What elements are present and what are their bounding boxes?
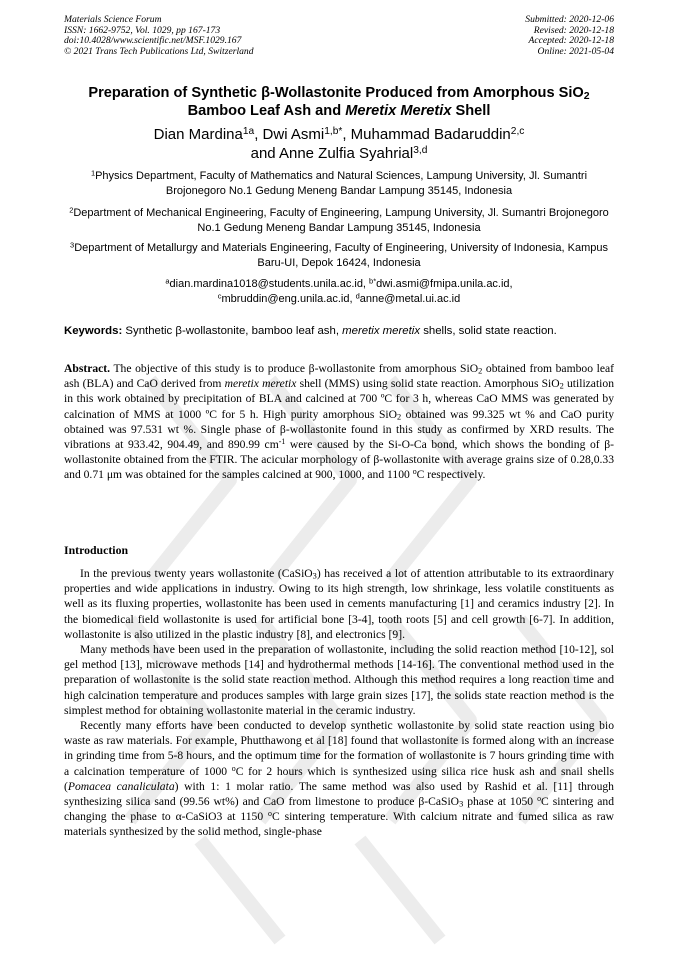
introduction-body bbox=[64, 566, 614, 840]
date-revised: Revised: 2020-12-18 bbox=[533, 24, 614, 36]
paragraph: Many methods have been used in the preparation of wollastonite, including the solid reaction method [10-12], sol gel method [13], microwave methods [14] and hydrothermal methods [14-16]. The conventional method used in the preparation of wollastonite is the solid state reaction method. Although this method requires a long reaction time and high calcination temperature and produces samples with large grain sizes [17], the solids state reaction method is the simplest method for obtaining wollastonite material in the ceramic industry. bbox=[64, 643, 614, 717]
paper-title: Preparation of Synthetic β-Wollastonite Produced from Amorphous SiO$_2$ Bamboo Leaf Ash and Meretix Meretix Shell bbox=[88, 85, 590, 119]
author-list: Dian Mardina$^{1a}$, Dwi Asmi$^{1,b*}$, Muhammad Badaruddin$^{2,c}$ and Anne Zulfia Syahrial$^{3,d}$ bbox=[153, 125, 525, 162]
abstract: Abstract. The objective of this study is to produce β-wollastonite from amorphous SiO$_2$ obtained from bamboo leaf ash (BLA) and CaO derived from meretix meretix shell (MMS) using solid state reaction. Amorphous SiO$_2$ utilization in this work obtained by precipitation of BLA and calcined at 700 ºC for 3 h, whereas CaO MMS was generated by calcination of MMS at 1000 ºC for 5 h. High purity amorphous SiO$_2$ obtained was 99.325 wt % and CaO purity obtained was 97.531 wt %. Single phase of β-wollastonite found in this study as confirmed by XRD results. The vibrations at 933.42, 904.49, and 890.99 $cm^{-1}$ were caused by the Si-O-Ca bond, which shows the bonding of β-wollastonite obtained from the FTIR. The acicular morphology of β-wollastonite with average grains size of 0.28,0.33 and 0.71 μm was obtained for the samples calcined at 900, 1000, and 1100 $^o$C respectively. bbox=[64, 362, 614, 482]
section-heading-introduction: Introduction bbox=[64, 543, 129, 557]
submission-dates bbox=[525, 15, 614, 57]
date-submitted: Submitted: 2020-12-06 bbox=[525, 14, 614, 25]
affiliation-3: $^3$Department of Metallurgy and Materials Engineering, Faculty of Engineering, University of Indonesia, Kampus Baru-UI, Depok 16424, Indonesia bbox=[70, 240, 608, 269]
keywords: Keywords: Synthetic β-wollastonite, bamboo leaf ash, meretix meretix shells, solid state reaction. bbox=[64, 325, 557, 337]
journal-name: Materials Science Forum bbox=[64, 14, 162, 25]
author-emails: $^a$dian.mardina1018@students.unila.ac.id, $^{b*}$dwi.asmi@fmipa.unila.ac.id, $^c$mbruddin@eng.unila.ac.id, $^d$anne@metal.ui.ac.id bbox=[165, 276, 513, 305]
affiliation-2: $^2$Department of Mechanical Engineering, Faculty of Engineering, Lampung University, Jl. Sumantri Brojonegoro No.1 Gedung Meneng Bandar Lampung 35145, Indonesia bbox=[69, 205, 609, 234]
date-online: Online: 2021-05-04 bbox=[537, 45, 614, 57]
paragraph: Recently many efforts have been conducted to develop synthetic wollastonite by solid state reaction using bio waste as raw materials. For example, Phutthawong et al [18] found that wollastonite is formed along with an increase in grinding time from 5-8 hours, and the optimum time for the formation of wollastonite is 7 hours grinding time with a calcination temperature of 1000 $^o$C for 2 hours which is synthesized using silica rice husk ash and snail shells (Pomacea canaliculata) with 1: 1 molar ratio. The same method was also used by Rashid et al. [11] through synthesizing silica sand (99.56 wt%) and CaO from limestone to produce β-CaSiO$_3$ phase at 1050 $^o$C sintering and changing the phase to α-CaSiO3 at 1150 $^o$C sintering temperature. With calcium nitrate and fumed silica as raw materials synthesized by the solid method, single-phase bbox=[64, 719, 615, 839]
journal-copyright: © 2021 Trans Tech Publications Ltd, Switzerland bbox=[64, 45, 254, 57]
journal-issn: ISSN: 1662-9752, Vol. 1029, pp 167-173 bbox=[64, 24, 221, 36]
affiliation-1: $^1$Physics Department, Faculty of Mathematics and Natural Sciences, Lampung University, Jl. Sumantri Brojonegoro No.1 Gedung Meneng Bandar Lampung 35145, Indonesia bbox=[90, 168, 588, 197]
paragraph: In the previous twenty years wollastonite (CaSiO$_3$) has received a lot of attention attributable to its extraordinary properties and wide applications in industry. Owing to its high strength, low shrinkage, less volatile constituents as well as its fluxing properties, wollastonite has been used in cements manufacturing [1] and ceramics industry [2]. In the biomedical field wollastonite is used for artificial bone [3-4], tooth roots [5] and cell growth [6-7]. In addition, wollastonite is also utilized in the plastic industry [8], and electronics [9]. bbox=[64, 567, 614, 641]
journal-info bbox=[64, 15, 254, 57]
journal-doi: doi:10.4028/www.scientific.net/MSF.1029.167 bbox=[64, 35, 242, 47]
date-accepted: Accepted: 2020-12-18 bbox=[528, 35, 614, 47]
